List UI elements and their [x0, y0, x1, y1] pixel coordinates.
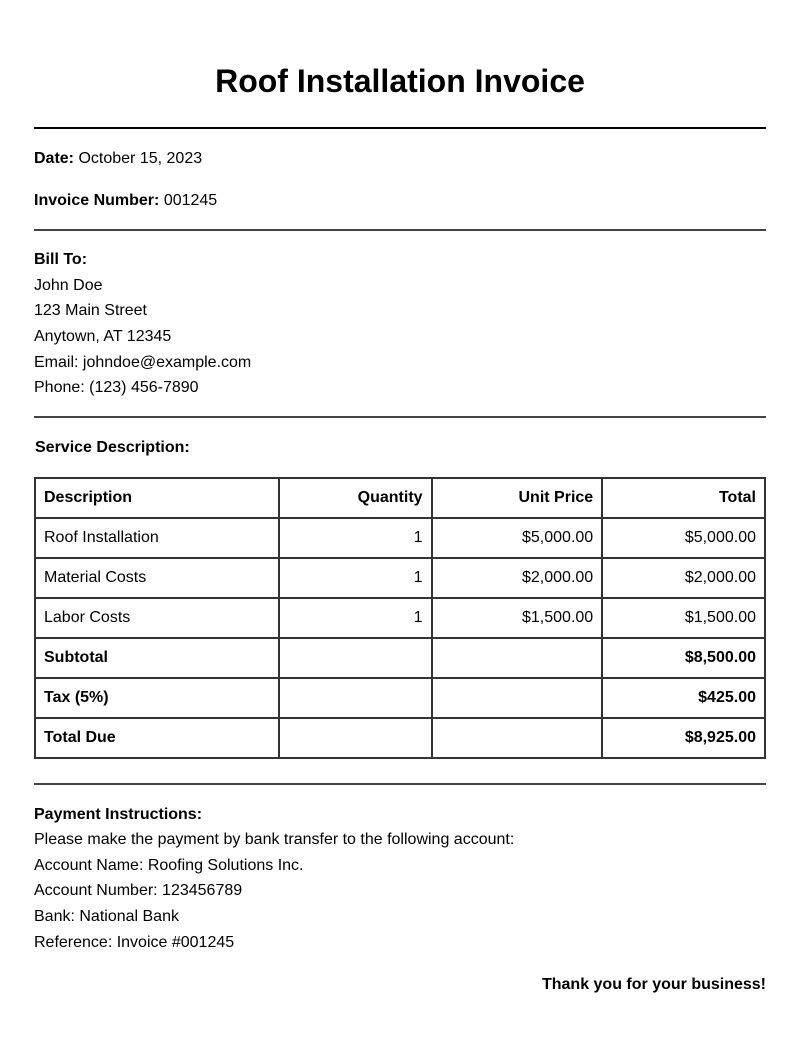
row-description: Roof Installation [35, 518, 279, 558]
table-divider [34, 783, 766, 785]
row-total: $2,000.00 [602, 558, 765, 598]
tax-row [35, 678, 765, 718]
invoice-number [34, 191, 217, 211]
subtotal-label: Subtotal [35, 638, 279, 678]
table-row [35, 598, 765, 638]
column-header-quantity: Quantity [279, 478, 432, 518]
total-due-row [35, 718, 765, 758]
invoice-number-value: 001245 [163, 192, 218, 209]
bill-to-email: Email: johndoe@example.com [34, 354, 252, 371]
bill-to-street: 123 Main Street [34, 302, 147, 319]
row-quantity: 1 [279, 518, 432, 558]
tax-value: $425.00 [602, 678, 765, 718]
date-value: October 15, 2023 [78, 150, 203, 167]
row-quantity: 1 [279, 558, 432, 598]
bill-to-city: Anytown, AT 12345 [34, 328, 172, 345]
empty-cell [279, 638, 432, 678]
invoice-title: Roof Installation Invoice [215, 63, 585, 99]
date-label: Date: [34, 150, 75, 167]
payment-reference: Reference: Invoice #001245 [34, 934, 235, 951]
payment-account-number: Account Number: 123456789 [34, 882, 243, 899]
bill-to-phone: Phone: (123) 456-7890 [34, 379, 199, 396]
thank-you-note: Thank you for your business! [541, 976, 766, 993]
bill-to-divider [34, 416, 766, 418]
row-unit-price: $1,500.00 [432, 598, 603, 638]
row-total: $5,000.00 [602, 518, 765, 558]
empty-cell [432, 638, 603, 678]
invoice-number-label: Invoice Number: [34, 192, 160, 209]
invoice-date [34, 149, 202, 169]
column-header-unit-price: Unit Price [432, 478, 603, 518]
row-description: Labor Costs [35, 598, 279, 638]
table-header-row [35, 478, 765, 518]
row-unit-price: $5,000.00 [432, 518, 603, 558]
table-row [35, 558, 765, 598]
title-divider [34, 127, 766, 129]
row-total: $1,500.00 [602, 598, 765, 638]
bill-to-name: John Doe [34, 277, 103, 294]
subtotal-row [35, 638, 765, 678]
row-unit-price: $2,000.00 [432, 558, 603, 598]
tax-label: Tax (5%) [35, 678, 279, 718]
service-heading: Service Description: [35, 439, 190, 456]
payment-bank: Bank: National Bank [34, 908, 179, 925]
bill-to-heading: Bill To: [34, 251, 88, 268]
column-header-total: Total [602, 478, 765, 518]
total-due-label: Total Due [35, 718, 279, 758]
row-description: Material Costs [35, 558, 279, 598]
table-row [35, 518, 765, 558]
payment-intro: Please make the payment by bank transfer to the following account: [34, 831, 515, 848]
empty-cell [432, 678, 603, 718]
payment-account-name: Account Name: Roofing Solutions Inc. [34, 857, 304, 874]
empty-cell [279, 678, 432, 718]
subtotal-value: $8,500.00 [602, 638, 765, 678]
empty-cell [279, 718, 432, 758]
total-due-value: $8,925.00 [602, 718, 765, 758]
column-header-description: Description [35, 478, 279, 518]
payment-heading: Payment Instructions: [34, 806, 203, 823]
meta-divider [34, 229, 766, 231]
empty-cell [432, 718, 603, 758]
service-table [34, 477, 766, 759]
row-quantity: 1 [279, 598, 432, 638]
